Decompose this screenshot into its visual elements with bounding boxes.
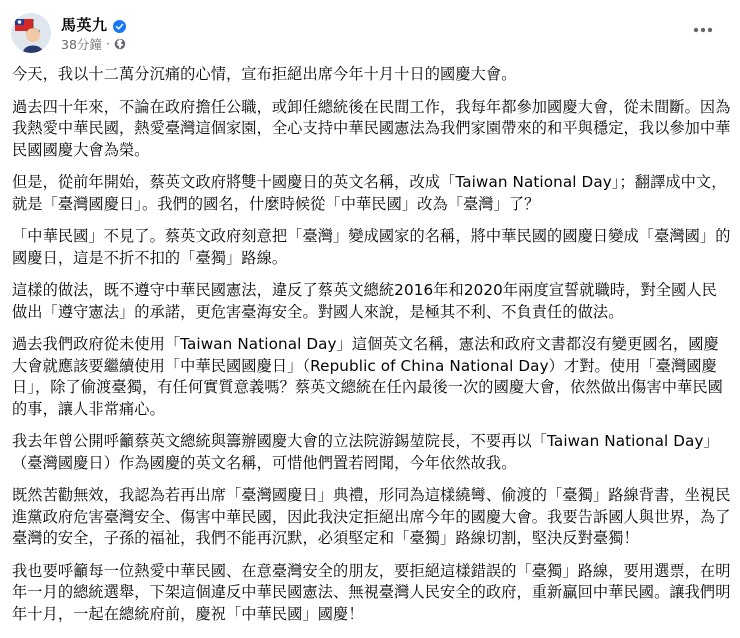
post-body (12, 64, 732, 636)
post-meta (61, 14, 126, 52)
more-options-button[interactable] (686, 10, 720, 44)
post-paragraph: 既然苦勸無效，我認為若再出席「臺灣國慶日」典禮，形同為這樣繞彎、偷渡的「臺獨」路線背書，坐視民進黨政府危害臺灣安全、傷害中華民國，因此我決定拒絕出席今年的國慶大會。我要告訴國人與世界，為了臺灣的安全，子孫的福祉，我們不能再沉默，必須堅定和「臺獨」路線切割，堅決反對臺獨！ (12, 486, 731, 547)
post-paragraph: 過去我們政府從未使用「Taiwan National Day」這個英文名稱，憲法和政府文書都沒有變更國名，國慶大會就應該要繼續使用「中華民國國慶日」（Republic of China National Day）才對。使用「臺灣國慶日」，除了偷渡臺獨，有任何實質意義嗎？蔡英文總統在任內最後一次的國慶大會，依然做出傷害中華民國的事，讓人非常痛心。 (12, 335, 723, 418)
globe-icon[interactable] (114, 38, 126, 50)
post-paragraph: 「中華民國」不見了。蔡英文政府刻意把「臺灣」變成國家的名稱，將中華民國的國慶日變成「臺灣國」的國慶日，這是不折不扣的「臺獨」路線。 (12, 227, 731, 267)
author-name[interactable]: 馬英九 (61, 15, 108, 34)
meta-separator: · (105, 36, 110, 51)
post-paragraph: 我也要呼籲每一位熱愛中華民國、在意臺灣安全的朋友，要拒絕這樣錯誤的「臺獨」路線，要用選票，在明年一月的總統選舉，下架這個違反中華民國憲法、無視臺灣人民安全的政府，重新贏回中華民國。讓我們明年十月，一起在總統府前，慶祝「中華民國」國慶！ (12, 561, 731, 623)
time-row (61, 35, 126, 52)
post-paragraph: 我去年曾公開呼籲蔡英文總統與籌辦國慶大會的立法院游錫堃院長，不要再以「Taiwan National Day」（臺灣國慶日）作為國慶的英文名稱，可惜他們置若罔聞，今年依然故我。 (12, 432, 719, 472)
avatar[interactable] (11, 13, 51, 53)
post-header (11, 8, 126, 58)
more-options-icon (693, 18, 713, 37)
verified-badge-icon (113, 18, 126, 31)
post-paragraph: 但是，從前年開始，蔡英文政府將雙十國慶日的英文名稱，改成「Taiwan National Day」；翻譯成中文，就是「臺灣國慶日」。我們的國名，什麼時候從「中華民國」改為「臺灣」了？ (12, 173, 727, 213)
post-paragraph: 過去四十年來，不論在政府擔任公職，或卸任總統後在民間工作，我每年都參加國慶大會，從未間斷。因為我熱愛中華民國，熱愛臺灣這個家園，全心支持中華民國憲法為我們家園帶來的和平與穩定，我以參加中華民國國慶大會為榮。 (12, 97, 731, 159)
post-paragraph: 這樣的做法，既不遵守中華民國憲法，違反了蔡英文總統2016年和2020年兩度宣誓就職時，對全國人民做出「遵守憲法」的承諾，更危害臺海安全。對國人來說，是極其不利、不負責任的做法。 (12, 281, 717, 321)
post-paragraph: 今天，我以十二萬分沉痛的心情，宣布拒絕出席今年十月十日的國慶大會。 (12, 65, 517, 83)
post-timestamp[interactable]: 38分鐘 (61, 36, 102, 52)
author-row (61, 14, 126, 34)
avatar-image (11, 13, 51, 53)
